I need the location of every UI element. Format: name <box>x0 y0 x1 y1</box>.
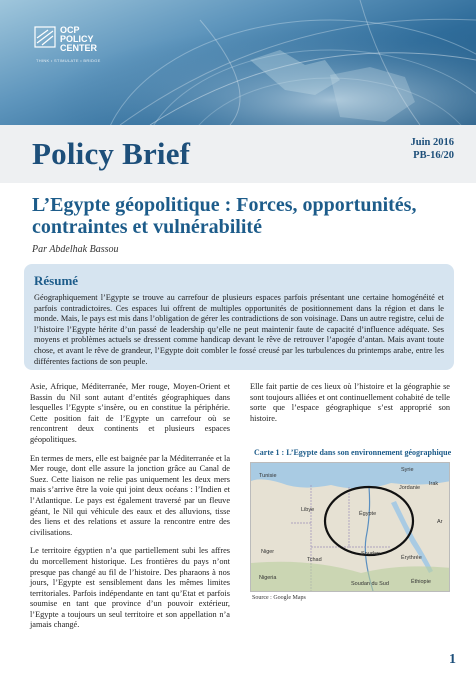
map-label-tchad: Tchad <box>307 557 322 563</box>
page-title: Policy Brief <box>32 136 191 171</box>
map-label-egypte: Égypte <box>359 511 377 517</box>
map-label-soudan: Soudan <box>361 551 380 557</box>
logo-text-center: CENTER <box>60 43 98 53</box>
map-label-irak: Irak <box>429 481 439 487</box>
map-label-tunisie: Tunisie <box>259 473 277 479</box>
map-label-niger: Niger <box>261 549 275 555</box>
summary-box <box>24 264 454 370</box>
publication-date: Juin 2016 <box>410 137 454 148</box>
paragraph: Asie, Afrique, Méditerranée, Mer rouge, Moyen-Orient et Bassin du Nil sont autant d’entités géographiques dans lesquelles l’Egypte s’insère, ou en constitue la périphérie. Cette position fait de l’Egypte un carrefour où se rencontrent deux continents et plusieurs espaces géopolitiques. <box>30 382 230 444</box>
article-title-line1: L’Egypte géopolitique : Forces, opportunités, <box>32 194 417 216</box>
map-label-ethiopie: Éthiopie <box>411 579 431 585</box>
map-source: Source : Google Maps <box>252 595 306 601</box>
body-right-column <box>250 382 450 432</box>
map-label-soudan-du-sud: Soudan du Sud <box>351 581 389 587</box>
map-label-jordanie: Jordanie <box>399 485 421 491</box>
logo-text-ocp: OCP <box>60 25 80 35</box>
logo-text-policy: POLICY <box>60 34 94 44</box>
egypt-map <box>250 462 450 592</box>
map-label-arabie: Ar <box>437 519 443 525</box>
author-byline: Par Abdelhak Bassou <box>32 244 119 255</box>
paragraph: En termes de mers, elle est baignée par la Méditerranée et la Mer rouge, dont elle assure la jonction grâce au Canal de Suez. Cette liaison ne relie pas uniquement les deux mers mais s’arrive être la voie qui joint deux océans : l’Indien et l’Atlantique. Le pays est également traversé par un fleuve géant, le Nil qui véhicule des eaux et des alluvions, tisse des liens et des relations et assure la rencontre entre des civilisations. <box>30 453 230 537</box>
map-label-libye: Libye <box>301 507 315 513</box>
date-block <box>411 136 454 162</box>
paragraph: Le territoire égyptien n’a que partiellement subi les affres du morcellement historique. Les frontières du pays n’ont presque pas changé au fil de l’histoire. Des pharaons à nos jours, l’Egypte est sensiblement dans les mêmes limites territoriales. Parfois indépendante en tant qu’Etat et parfois soumise en tant que province d’un pouvoir extérieur, l’Egypte a toujours un seul territoire et son appellation n’a jamais changé. <box>30 546 230 630</box>
map-label-erythree: Érythrée <box>401 555 422 561</box>
paragraph: Elle fait partie de ces lieux où l’histoire et la géographie se sont toujours alliées et ont continuellement cohabité de telle sorte que l’espace géographique s’est approprié son histoire. <box>250 382 450 423</box>
page-number: 1 <box>449 652 456 667</box>
article-title-line2: contraintes et vulnérabilité <box>32 216 262 238</box>
header-banner <box>0 0 476 125</box>
map-graphic <box>251 463 450 592</box>
map-label-syrie: Syrie <box>401 467 414 473</box>
body-left-column <box>30 382 230 639</box>
map-label-nigeria: Nigeria <box>259 575 277 581</box>
summary-heading: Résumé <box>34 273 79 288</box>
article-title <box>32 194 452 238</box>
ocp-logo <box>34 26 104 60</box>
map-caption: Carte 1 : L’Egypte dans son environnement géographique <box>254 448 452 457</box>
logo-mark-icon <box>34 26 56 48</box>
reference-number: PB-16/20 <box>413 150 454 161</box>
logo-tagline: THINK • STIMULATE • BRIDGE <box>36 58 101 63</box>
summary-text: Géographiquement l’Egypte se trouve au carrefour de plusieurs espaces parfois présentant une certaine homogénéité et parfois contradictoires. Ces espaces lui offrent de multiples opportunités de positionnement dans la région et dans le monde. Mais, le pays est mis dans l’obligation de gérer les contradictions de son voisinage. Dans un autre registre, celui de l’histoire l’Egypte hérite d’un passé de leadership qu’elle ne peut maintenir faute de capacité d’influence adéquate. Ses moyens et problèmes actuels se dressent comme handicap devant le rêve de retrouver l’apogée d’antan. Mais avant toute chose, et avant le rêve de grandeur, l’Egypte doit combler le fossé creusé par les turbulences du printemps arabe, entre les différentes factions de son peuple. <box>34 293 444 366</box>
